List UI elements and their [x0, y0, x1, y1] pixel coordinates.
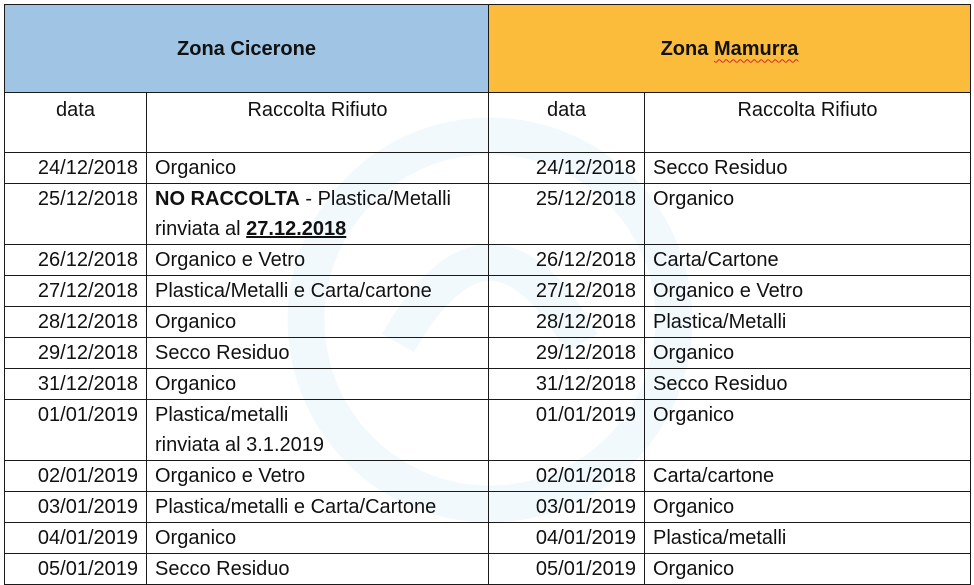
- table-row: [5, 369, 971, 400]
- mamurra-date-cell: 02/01/2018: [489, 461, 645, 492]
- table-row: [5, 554, 971, 585]
- cicerone-date-cell: 01/01/2019: [5, 400, 147, 461]
- mamurra-waste-cell: Secco Residuo: [645, 153, 971, 184]
- table-row: [5, 492, 971, 523]
- cicerone-date-cell: 02/01/2019: [5, 461, 147, 492]
- cicerone-date-cell: 29/12/2018: [5, 338, 147, 369]
- cicerone-waste-cell: [147, 184, 489, 245]
- mamurra-date-cell: 28/12/2018: [489, 307, 645, 338]
- table-row: [5, 245, 971, 276]
- mamurra-waste-column-header: Raccolta Rifiuto: [645, 93, 971, 153]
- postponed-text: rinviata al: [155, 218, 247, 240]
- mamurra-waste-cell: Organico: [645, 554, 971, 585]
- mamurra-waste-cell: Carta/cartone: [645, 461, 971, 492]
- cicerone-waste-cell: Plastica/metalli e Carta/Cartone: [147, 492, 489, 523]
- table-row: [5, 461, 971, 492]
- table-row: [5, 153, 971, 184]
- mamurra-date-cell: 05/01/2019: [489, 554, 645, 585]
- no-collection-label: NO RACCOLTA: [155, 188, 300, 210]
- mamurra-waste-cell: Organico e Vetro: [645, 276, 971, 307]
- cicerone-date-cell: 24/12/2018: [5, 153, 147, 184]
- mamurra-date-column-header: data: [489, 93, 645, 153]
- cicerone-waste-cell: Organico: [147, 307, 489, 338]
- cicerone-waste-cell: Organico e Vetro: [147, 245, 489, 276]
- table-row: [5, 338, 971, 369]
- mamurra-waste-cell: Plastica/Metalli: [645, 307, 971, 338]
- cicerone-waste-cell: Plastica/Metalli e Carta/cartone: [147, 276, 489, 307]
- cicerone-date-cell: 03/01/2019: [5, 492, 147, 523]
- cicerone-waste-cell: [147, 400, 489, 461]
- cicerone-date-cell: 31/12/2018: [5, 369, 147, 400]
- mamurra-waste-cell: Organico: [645, 184, 971, 245]
- mamurra-waste-cell: Organico: [645, 338, 971, 369]
- mamurra-waste-cell: Organico: [645, 492, 971, 523]
- waste-note-line-1: Plastica/metalli: [155, 404, 289, 426]
- zone-mamurra-word: Zona: [660, 37, 709, 60]
- cicerone-waste-cell: Secco Residuo: [147, 554, 489, 585]
- waste-note-line-1: [155, 184, 480, 214]
- zone-cicerone-word: Zona: [177, 37, 225, 60]
- cicerone-waste-cell: Secco Residuo: [147, 338, 489, 369]
- cicerone-waste-column-header: Raccolta Rifiuto: [147, 93, 489, 153]
- mamurra-date-cell: 31/12/2018: [489, 369, 645, 400]
- mamurra-date-cell: 24/12/2018: [489, 153, 645, 184]
- postponed-date: 27.12.2018: [246, 218, 347, 240]
- mamurra-waste-cell: Plastica/metalli: [645, 523, 971, 554]
- cicerone-date-cell: 05/01/2019: [5, 554, 147, 585]
- mamurra-waste-cell: Organico: [645, 400, 971, 461]
- cicerone-date-cell: 27/12/2018: [5, 276, 147, 307]
- zone-mamurra-header: [489, 5, 971, 93]
- cicerone-date-cell: 04/01/2019: [5, 523, 147, 554]
- table-row: [5, 184, 971, 245]
- mamurra-date-cell: 29/12/2018: [489, 338, 645, 369]
- mamurra-date-cell: 04/01/2019: [489, 523, 645, 554]
- cicerone-waste-cell: Organico: [147, 369, 489, 400]
- cicerone-date-cell: 25/12/2018: [5, 184, 147, 245]
- mamurra-waste-cell: Secco Residuo: [645, 369, 971, 400]
- table-row: [5, 276, 971, 307]
- postponed-material: - Plastica/Metalli: [299, 188, 451, 210]
- table-row: [5, 307, 971, 338]
- zone-cicerone-name: Cicerone: [230, 37, 316, 60]
- table-row: [5, 523, 971, 554]
- zone-mamurra-name: Mamurra: [713, 37, 799, 60]
- cicerone-waste-cell: Organico: [147, 523, 489, 554]
- mamurra-waste-cell: Carta/Cartone: [645, 245, 971, 276]
- waste-note-line-2: [155, 214, 480, 244]
- zone-cicerone-header: [5, 5, 489, 93]
- waste-collection-table: [4, 4, 971, 585]
- table-row: [5, 400, 971, 461]
- mamurra-date-cell: 01/01/2019: [489, 400, 645, 461]
- mamurra-date-cell: 27/12/2018: [489, 276, 645, 307]
- cicerone-date-column-header: data: [5, 93, 147, 153]
- mamurra-date-cell: 03/01/2019: [489, 492, 645, 523]
- cicerone-waste-cell: Organico: [147, 153, 489, 184]
- cicerone-date-cell: 28/12/2018: [5, 307, 147, 338]
- mamurra-date-cell: 26/12/2018: [489, 245, 645, 276]
- cicerone-waste-cell: Organico e Vetro: [147, 461, 489, 492]
- cicerone-date-cell: 26/12/2018: [5, 245, 147, 276]
- mamurra-date-cell: 25/12/2018: [489, 184, 645, 245]
- waste-note-line-2: rinviata al 3.1.2019: [155, 434, 325, 456]
